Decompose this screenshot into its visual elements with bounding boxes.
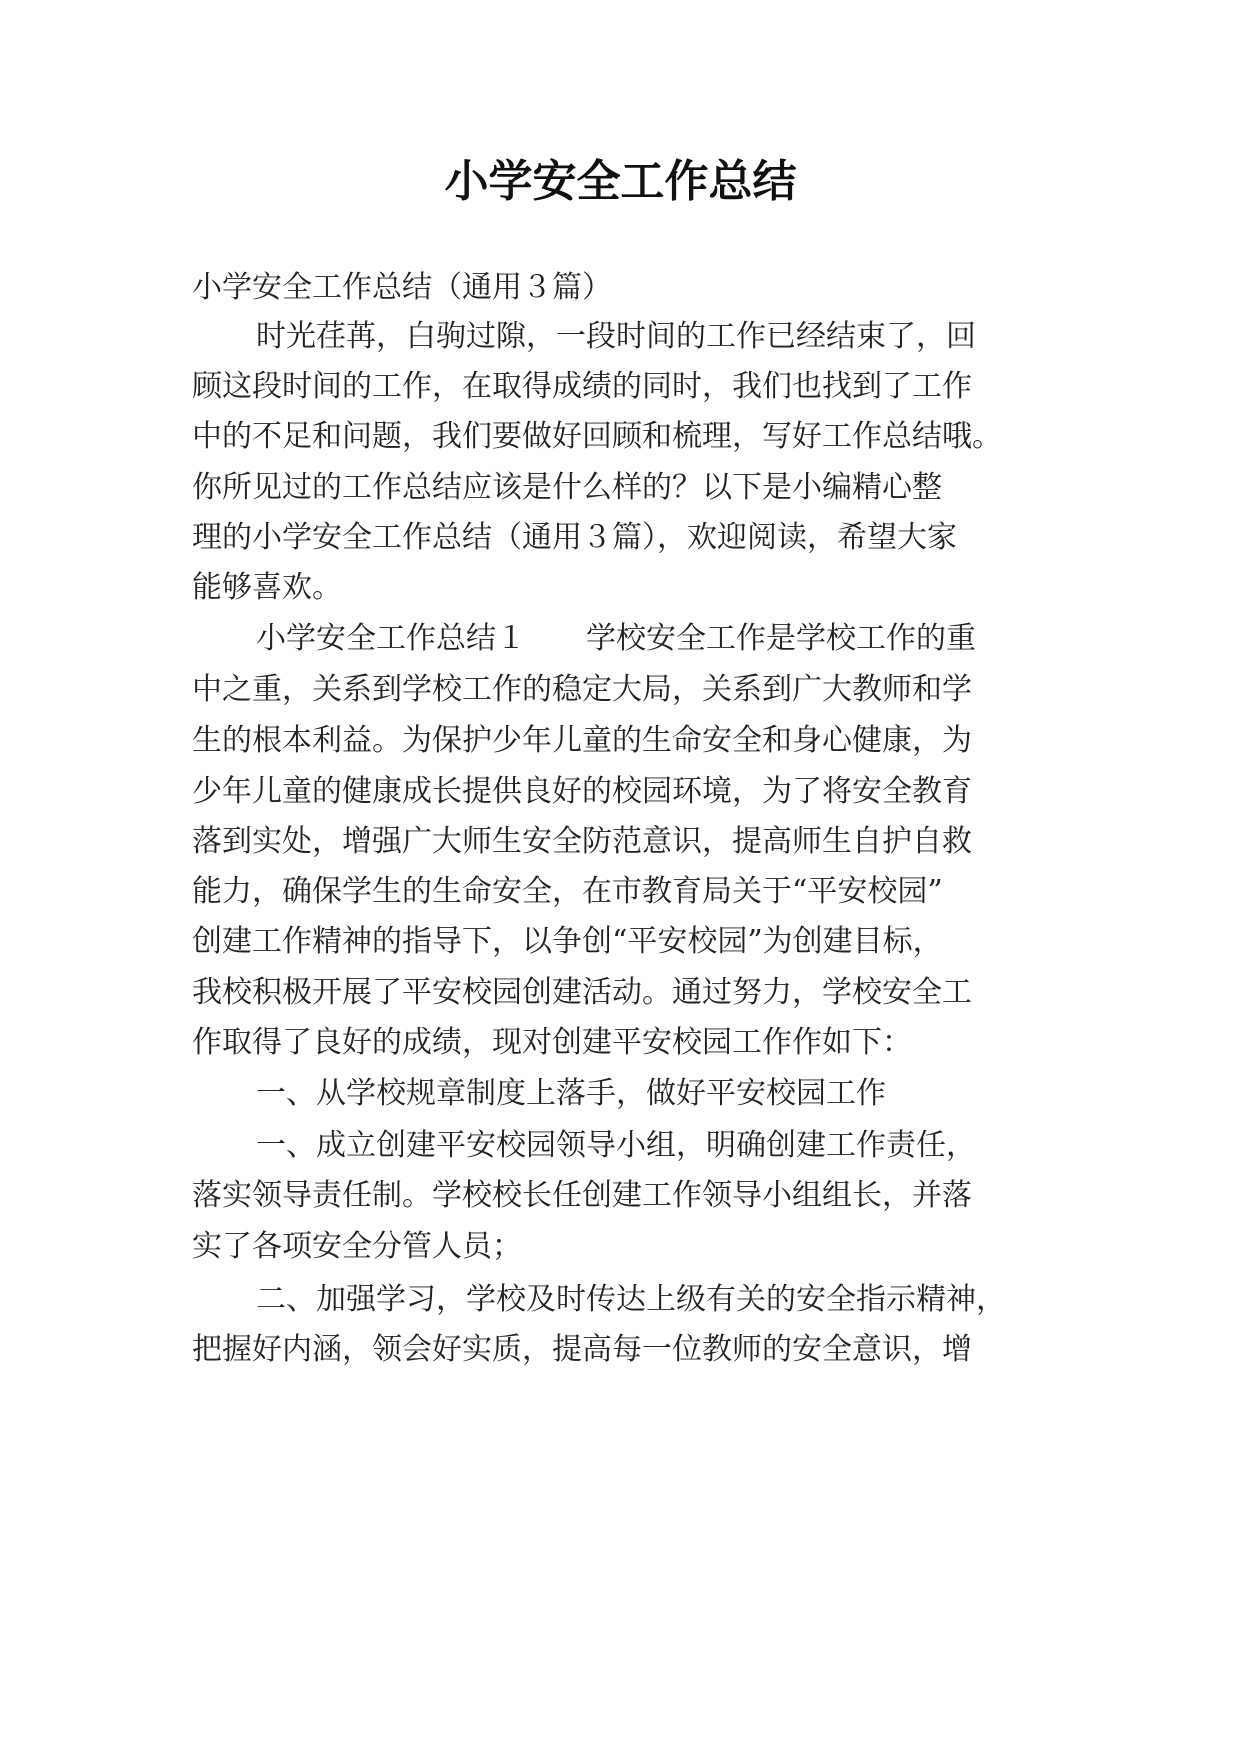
document-title: 小学安全工作总结 (444, 156, 797, 207)
paragraph-2-line-9: 作取得了良好的成绩，现对创建平安校园工作作如下： (192, 1025, 912, 1060)
paragraph-2-line-8: 我校积极开展了平安校园创建活动。通过努力，学校安全工 (192, 975, 972, 1010)
paragraph-5-line-1: 二、加强学习，学校及时传达上级有关的安全指示精神， (256, 1282, 1006, 1317)
paragraph-4-line-1: 一、成立创建平安校园领导小组，明确创建工作责任， (256, 1128, 976, 1163)
paragraph-1-line-6: 能够喜欢。 (192, 570, 342, 605)
document-subtitle: 小学安全工作总结（通用３篇） (192, 270, 612, 305)
paragraph-2-line-3: 生的根本利益。为保护少年儿童的生命安全和身心健康，为 (192, 723, 972, 758)
paragraph-2-line-7: 创建工作精神的指导下，以争创“平安校园”为创建目标， (192, 924, 943, 959)
paragraph-1-line-5: 理的小学安全工作总结（通用３篇），欢迎阅读，希望大家 (192, 520, 957, 555)
section-heading-1: 一、从学校规章制度上落手，做好平安校园工作 (256, 1076, 886, 1111)
paragraph-1-line-2: 顾这段时间的工作，在取得成绩的同时，我们也找到了工作 (192, 369, 972, 404)
paragraph-4-line-3: 实了各项安全分管人员； (192, 1229, 522, 1264)
paragraph-1-line-4: 你所见过的工作总结应该是什么样的？以下是小编精心整 (192, 470, 942, 505)
paragraph-4-line-2: 落实领导责任制。学校校长任创建工作领导小组组长，并落 (192, 1178, 972, 1213)
paragraph-2-line-2: 中之重，关系到学校工作的稳定大局，关系到广大教师和学 (192, 672, 972, 707)
paragraph-1-line-1: 时光荏苒，白驹过隙，一段时间的工作已经结束了，回 (256, 319, 976, 354)
paragraph-2-line-6: 能力，确保学生的生命安全，在市教育局关于“平安校园” (192, 874, 943, 909)
paragraph-2-line-4: 少年儿童的健康成长提供良好的校园环境，为了将安全教育 (192, 774, 972, 809)
paragraph-1-line-3: 中的不足和问题，我们要做好回顾和梳理，写好工作总结哦。 (192, 419, 1002, 454)
paragraph-2-line-5: 落到实处，增强广大师生安全防范意识，提高师生自护自救 (192, 824, 972, 859)
paragraph-2-line-1: 小学安全工作总结１ 学校安全工作是学校工作的重 (256, 621, 976, 656)
paragraph-5-line-2: 把握好内涵，领会好实质，提高每一位教师的安全意识，增 (192, 1332, 972, 1367)
